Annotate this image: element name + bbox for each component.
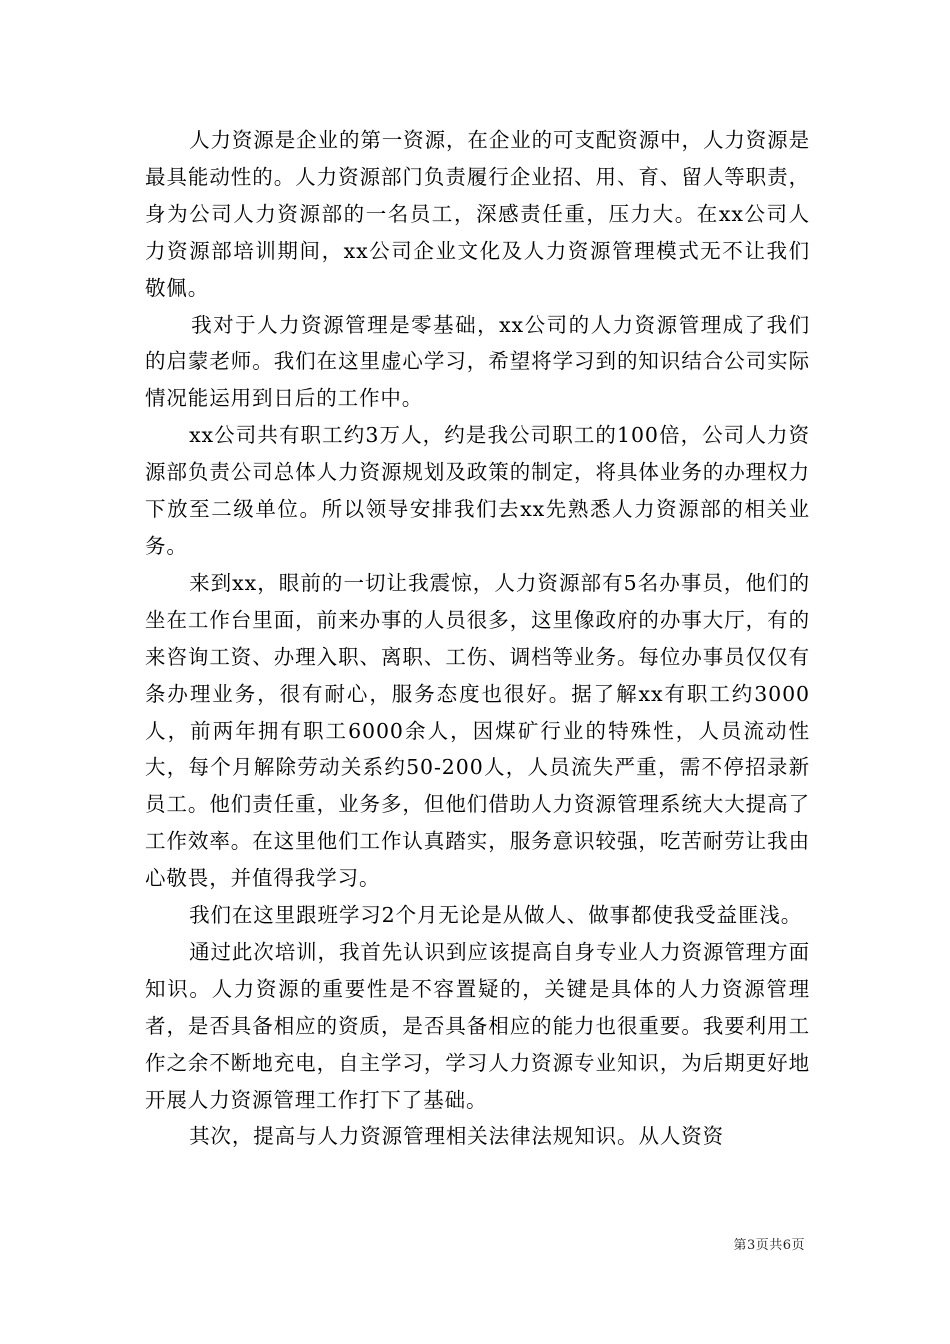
paragraph-2: 我对于人力资源管理是零基础，xx公司的人力资源管理成了我们的启蒙老师。我们在这里虚心学习，希望将学习到的知识结合公司实际情况能运用到日后的工作中。	[145, 312, 810, 411]
paragraph-1: 人力资源是企业的第一资源，在企业的可支配资源中，人力资源是最具能动性的。人力资源部门负责履行企业招、用、育、留人等职责，身为公司人力资源部的一名员工，深感责任重，压力大。在xx公司人力资源部培训期间，xx公司企业文化及人力资源管理模式无不让我们敬佩。	[145, 128, 810, 300]
paragraph-6: 通过此次培训，我首先认识到应该提高自身专业人力资源管理方面知识。人力资源的重要性是不容置疑的，关键是具体的人力资源管理者，是否具备相应的资质，是否具备相应的能力也很重要。我要利用工作之余不断地充电，自主学习，学习人力资源专业知识，为后期更好地开展人力资源管理工作打下了基础。	[145, 939, 810, 1112]
paragraph-7: 其次，提高与人力资源管理相关法律法规知识。从人资资	[189, 1124, 725, 1149]
page-number-footer: 第3页共6页	[733, 1238, 805, 1253]
document-body	[145, 122, 810, 1155]
paragraph-3: xx公司共有职工约3万人，约是我公司职工的100倍，公司人力资源部负责公司总体人力资源规划及政策的制定，将具体业务的办理权力下放至二级单位。所以领导安排我们去xx先熟悉人力资源部的相关业务。	[145, 423, 810, 558]
paragraph-4: 来到xx，眼前的一切让我震惊，人力资源部有5名办事员，他们的坐在工作台里面，前来办事的人员很多，这里像政府的办事大厅，有的来咨询工资、办理入职、离职、工伤、调档等业务。每位办事员仅仅有条办理业务，很有耐心，服务态度也很好。据了解xx有职工约3000人，前两年拥有职工6000余人，因煤矿行业的特殊性，人员流动性大，每个月解除劳动关系约50-200人，人员流失严重，需不停招录新员工。他们责任重，业务多，但他们借助人力资源管理系统大大提高了工作效率。在这里他们工作认真踏实，服务意识较强，吃苦耐劳让我由心敬畏，并值得我学习。	[145, 570, 810, 891]
paragraph-5: 我们在这里跟班学习2个月无论是从做人、做事都使我受益匪浅。	[189, 903, 803, 928]
